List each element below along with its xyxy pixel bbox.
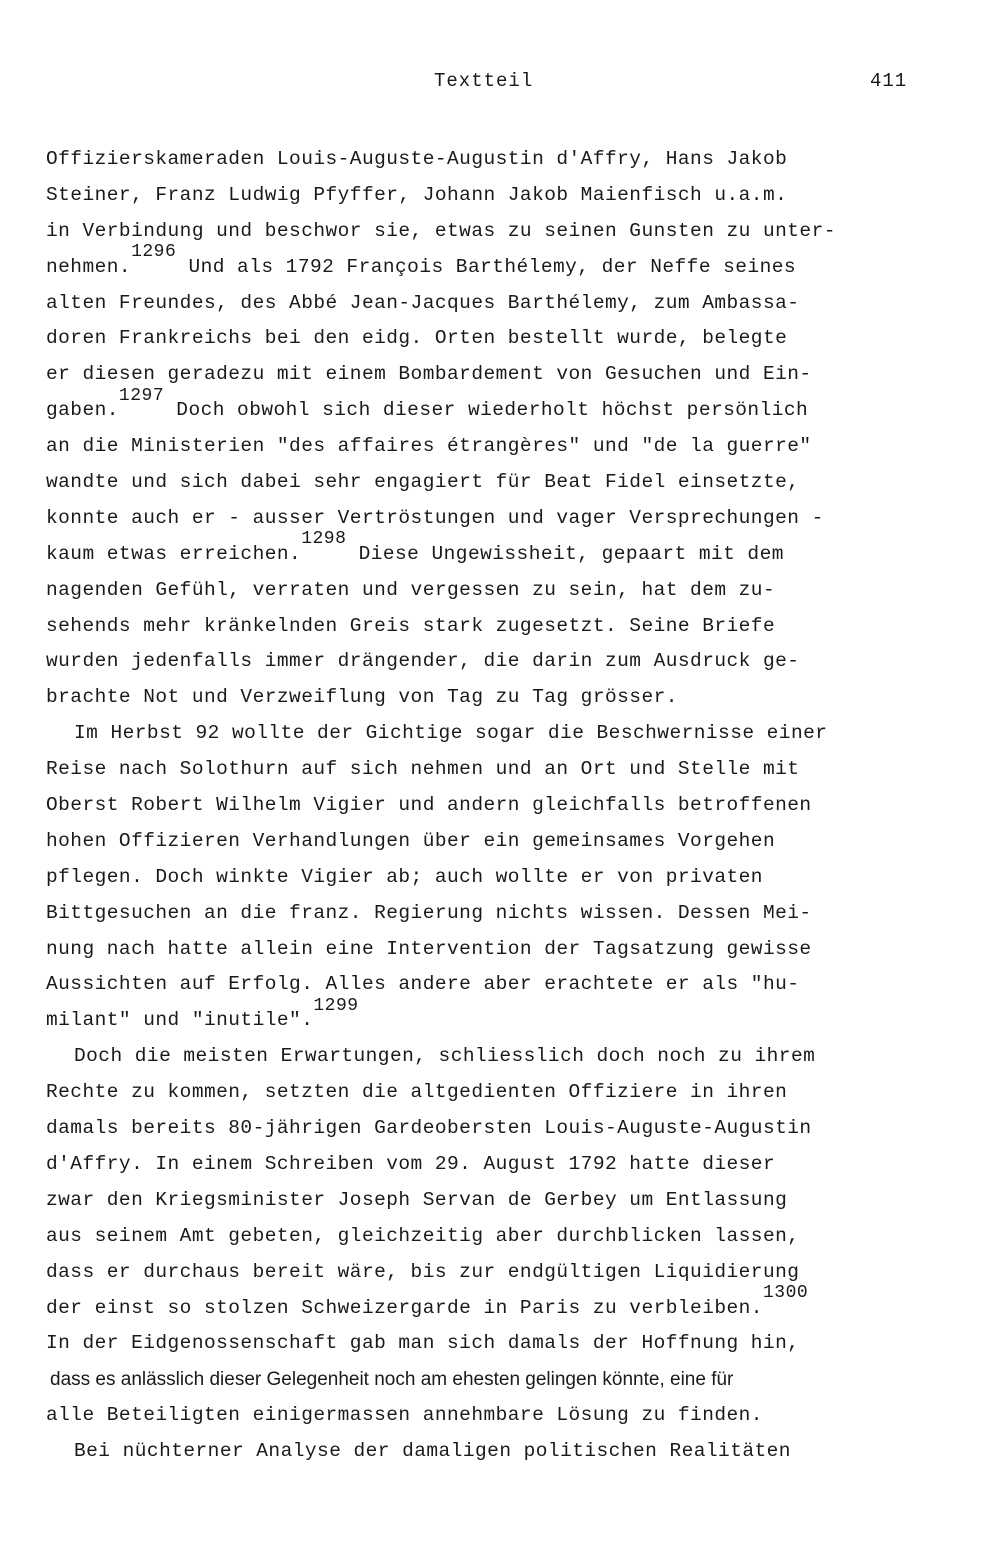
line-text-continued: Doch obwohl sich dieser wiederholt höchst persönlich [164,399,809,422]
text-line [46,573,946,609]
footnote-marker: 1298 [301,529,347,550]
line-text: der einst so stolzen Schweizergarde in Paris zu verbleiben. [46,1296,763,1319]
text-line [46,529,946,573]
footnote-marker: 1297 [118,385,165,406]
line-text: nehmen. [46,255,132,278]
text-line [46,357,946,393]
footnote-marker: 1300 [762,1283,809,1303]
text-line [46,609,946,645]
line-text: brachte Not und Verzweiflung von Tag zu Tag grösser. [46,686,678,709]
line-text: milant" und "inutile". [46,1009,314,1032]
page-number: 411 [870,70,908,92]
line-text: damals bereits 80-jährigen Gardeobersten Louis-Auguste-Augustin [46,1117,812,1140]
text-line [46,1362,946,1398]
text-line [46,644,946,680]
text-line [46,214,946,250]
text-line [46,788,946,824]
text-line [46,1219,946,1255]
text-line [46,860,946,896]
line-text: an die Ministerien "des affaires étrangères" und "de la guerre" [46,435,812,458]
text-line [46,286,946,322]
line-text: sehends mehr kränkelnden Greis stark zugesetzt. Seine Briefe [46,614,776,637]
line-text: wurden jedenfalls immer drängender, die darin zum Ausdruck ge- [46,650,800,673]
text-line [46,1111,946,1147]
line-text: er diesen geradezu mit einem Bombardement von Gesuchen und Ein- [46,363,812,386]
text-line [46,178,946,214]
line-text: alten Freundes, des Abbé Jean-Jacques Barthélemy, zum Ambassa- [46,291,800,314]
line-text: Bittgesuchen an die franz. Regierung nichts wissen. Dessen Mei- [46,901,812,924]
text-line [46,932,946,968]
line-text: nung nach hatte allein eine Intervention der Tagsatzung gewisse [46,937,812,960]
line-text: zwar den Kriegsminister Joseph Servan de Gerbey um Entlassung [46,1188,788,1211]
text-line [46,465,946,501]
line-text: Offizierskameraden Louis-Auguste-Augustin d'Affry, Hans Jakob [46,148,788,170]
text-line [46,385,946,429]
line-text: Aussichten auf Erfolg. Alles andere aber erachtete er als "hu- [46,973,800,996]
line-text: konnte auch er - ausser Vertröstungen und vager Versprechungen - [46,506,824,529]
line-text: nagenden Gefühl, verraten und vergessen zu sein, hat dem zu- [46,578,776,601]
text-line [46,429,946,465]
line-text: Oberst Robert Wilhelm Vigier und andern gleichfalls betroffenen [46,794,812,817]
text-line [46,242,946,286]
running-head: Textteil [434,70,534,92]
line-text: dass es anlässlich dieser Gelegenheit noch am ehesten gelingen könnte, eine für [50,1369,734,1391]
line-text-continued: Diese Ungewissheit, gepaart mit dem [346,542,784,565]
line-text: gaben. [46,399,119,422]
text-line [46,1039,946,1075]
line-text: in Verbindung und beschwor sie, etwas zu seinen Gunsten zu unter- [46,219,836,242]
text-line [46,321,946,357]
line-text: Bei nüchterner Analyse der damaligen politischen Realitäten [74,1440,791,1463]
text-line [46,995,946,1039]
line-text: doren Frankreichs bei den eidg. Orten bestellt wurde, belegte [46,327,788,350]
text-line [46,752,946,788]
footnote-marker: 1296 [131,242,177,263]
line-text: Doch die meisten Erwartungen, schliesslich doch noch zu ihrem [74,1045,816,1068]
text-line [46,1283,946,1327]
text-line [46,824,946,860]
line-text: wandte und sich dabei sehr engagiert für Beat Fidel einsetzte, [46,471,800,494]
line-text: alle Beteiligten einigermassen annehmbare Lösung zu finden. [46,1404,763,1427]
line-text: d'Affry. In einem Schreiben vom 29. August 1792 hatte dieser [46,1152,776,1175]
text-line [46,967,946,1003]
line-text: aus seinem Amt gebeten, gleichzeitig aber durchblicken lassen, [46,1224,800,1247]
text-line [46,1075,946,1111]
line-text: dass er durchaus bereit wäre, bis zur endgültigen Liquidierung [46,1260,800,1283]
line-text: In der Eidgenossenschaft gab man sich damals der Hoffnung hin, [46,1332,800,1355]
text-line [46,1183,946,1219]
line-text: Reise nach Solothurn auf sich nehmen und an Ort und Stelle mit [46,758,800,781]
text-line [46,501,946,537]
line-text: hohen Offizieren Verhandlungen über ein gemeinsames Vorgehen [46,829,776,852]
text-line [46,896,946,932]
line-text: pflegen. Doch winkte Vigier ab; auch wollte er von privaten [46,865,763,888]
line-text: kaum etwas erreichen. [46,542,302,565]
line-text: Im Herbst 92 wollte der Gichtige sogar die Beschwernisse einer [74,722,828,745]
text-line [46,1326,946,1362]
text-line [46,1147,946,1183]
text-line [46,1398,946,1434]
line-text-continued: Und als 1792 François Barthélemy, der Neffe seines [176,255,797,278]
text-line [46,716,946,752]
page-header [0,70,1000,96]
line-text: Steiner, Franz Ludwig Pfyffer, Johann Jakob Maienfisch u.a.m. [46,183,788,206]
text-line [46,680,946,716]
line-text: Rechte zu kommen, setzten die altgedienten Offiziere in ihren [46,1081,788,1104]
text-line [46,1255,946,1291]
text-line [46,142,946,178]
body-text [46,142,946,1470]
text-line [46,1434,946,1470]
footnote-marker: 1299 [313,995,359,1016]
